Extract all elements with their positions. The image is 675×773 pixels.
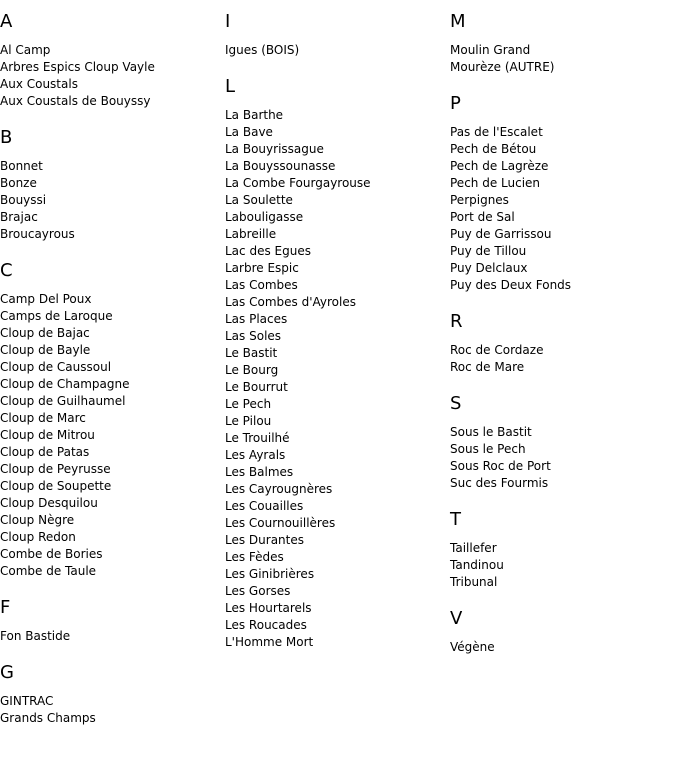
place-item[interactable]: Bouyssi — [0, 193, 47, 207]
place-item[interactable]: La Bouyrissague — [225, 142, 324, 156]
place-item[interactable]: Puy des Deux Fonds — [450, 278, 572, 292]
place-item[interactable]: Puy Delclaux — [450, 261, 528, 275]
letter-group — [450, 609, 670, 656]
place-item[interactable]: Igues (BOIS) — [225, 43, 300, 57]
place-item[interactable]: Végène — [450, 640, 495, 654]
place-item[interactable]: Labouligasse — [225, 210, 304, 224]
place-item[interactable]: Cloup de Bajac — [0, 326, 90, 340]
place-list — [0, 693, 220, 727]
place-item[interactable]: Cloup de Mitrou — [0, 428, 95, 442]
letter-heading: I — [225, 11, 231, 32]
place-item[interactable]: Camp Del Poux — [0, 292, 92, 306]
letter-group — [0, 261, 220, 580]
place-item[interactable]: Arbres Espics Cloup Vayle — [0, 60, 155, 74]
place-item[interactable]: Fon Bastide — [0, 629, 71, 643]
place-item[interactable]: Cloup de Marc — [0, 411, 86, 425]
place-item[interactable]: Perpignes — [450, 193, 509, 207]
place-item[interactable]: Cloup de Soupette — [0, 479, 112, 493]
place-item[interactable]: La Soulette — [225, 193, 293, 207]
place-item[interactable]: Les Ayrals — [225, 448, 286, 462]
column-2 — [225, 0, 445, 669]
place-item[interactable]: Le Pech — [225, 397, 272, 411]
place-list — [450, 42, 670, 76]
place-item[interactable]: Taillefer — [450, 541, 497, 555]
letter-heading: C — [0, 260, 13, 281]
place-item[interactable]: Roc de Mare — [450, 360, 525, 374]
place-list — [450, 424, 670, 492]
place-item[interactable]: Les Roucades — [225, 618, 307, 632]
place-item[interactable]: Broucayrous — [0, 227, 75, 241]
place-item[interactable]: Cloup de Caussoul — [0, 360, 112, 374]
place-list — [450, 124, 670, 294]
letter-group — [450, 12, 670, 76]
letter-heading: M — [450, 11, 466, 32]
letter-group — [0, 598, 220, 645]
place-item[interactable]: Les Balmes — [225, 465, 294, 479]
column-3 — [450, 0, 670, 674]
letter-group — [450, 312, 670, 376]
place-item[interactable]: Lac des Egues — [225, 244, 311, 258]
place-item[interactable]: Les Couailles — [225, 499, 304, 513]
place-item[interactable]: La Barthe — [225, 108, 284, 122]
place-item[interactable]: Les Cournouillères — [225, 516, 336, 530]
letter-heading: V — [450, 608, 463, 629]
place-item[interactable]: Moulin Grand — [450, 43, 531, 57]
place-item[interactable]: Cloup de Patas — [0, 445, 90, 459]
place-item[interactable]: Pech de Bétou — [450, 142, 537, 156]
letter-heading: B — [0, 127, 13, 148]
place-item[interactable]: Cloup de Peyrusse — [0, 462, 111, 476]
place-item[interactable]: Suc des Fourmis — [450, 476, 549, 490]
place-item[interactable]: Les Ginibrières — [225, 567, 315, 581]
letter-group — [450, 394, 670, 492]
place-item[interactable]: Grands Champs — [0, 711, 96, 725]
place-item[interactable]: Pas de l'Escalet — [450, 125, 543, 139]
place-item[interactable]: Cloup Nègre — [0, 513, 75, 527]
letter-heading: T — [450, 509, 461, 530]
place-item[interactable]: Sous Roc de Port — [450, 459, 551, 473]
place-item[interactable]: Les Hourtarels — [225, 601, 312, 615]
place-list — [0, 291, 220, 580]
place-list — [450, 540, 670, 591]
place-item[interactable]: Larbre Espic — [225, 261, 299, 275]
place-item[interactable]: Combe de Bories — [0, 547, 103, 561]
place-item[interactable]: Le Bastit — [225, 346, 278, 360]
letter-group — [225, 77, 445, 651]
place-item[interactable]: Pech de Lucien — [450, 176, 541, 190]
place-item[interactable]: Puy de Tillou — [450, 244, 527, 258]
column-1 — [0, 0, 220, 745]
place-list — [0, 42, 220, 110]
letter-group — [0, 663, 220, 727]
letter-group — [450, 510, 670, 591]
place-item[interactable]: Tribunal — [450, 575, 498, 589]
place-item[interactable]: Puy de Garrissou — [450, 227, 552, 241]
place-item[interactable]: Al Camp — [0, 43, 51, 57]
letter-heading: F — [0, 597, 11, 618]
place-item[interactable]: Las Combes — [225, 278, 298, 292]
place-list — [450, 342, 670, 376]
place-item[interactable]: Las Combes d'Ayroles — [225, 295, 356, 309]
place-item[interactable]: Le Pilou — [225, 414, 272, 428]
letter-heading: S — [450, 393, 462, 414]
letter-group — [0, 128, 220, 243]
place-item[interactable]: Port de Sal — [450, 210, 515, 224]
place-item[interactable]: Les Cayrougnères — [225, 482, 333, 496]
letter-heading: L — [225, 76, 236, 97]
place-item[interactable]: Labreille — [225, 227, 277, 241]
place-item[interactable]: Aux Coustals — [0, 77, 78, 91]
place-item[interactable]: Le Bourrut — [225, 380, 288, 394]
place-item[interactable]: Mourèze (AUTRE) — [450, 60, 555, 74]
place-item[interactable]: Les Gorses — [225, 584, 291, 598]
place-item[interactable]: Bonnet — [0, 159, 43, 173]
place-item[interactable]: La Combe Fourgayrouse — [225, 176, 371, 190]
letter-heading: A — [0, 11, 13, 32]
place-item[interactable]: Las Soles — [225, 329, 282, 343]
place-item[interactable]: Cloup Redon — [0, 530, 76, 544]
place-item[interactable]: Bonze — [0, 176, 37, 190]
place-list — [0, 158, 220, 243]
letter-group — [225, 12, 445, 59]
letter-heading: R — [450, 311, 463, 332]
place-item[interactable]: GINTRAC — [0, 694, 54, 708]
place-item[interactable]: La Bave — [225, 125, 273, 139]
place-item[interactable]: Les Durantes — [225, 533, 305, 547]
place-item[interactable]: Camps de Laroque — [0, 309, 113, 323]
place-list — [0, 628, 220, 645]
place-item[interactable]: Brajac — [0, 210, 38, 224]
place-list — [225, 107, 445, 651]
place-list — [225, 42, 445, 59]
place-item[interactable]: Pech de Lagrèze — [450, 159, 549, 173]
letter-heading: G — [0, 662, 14, 683]
place-item[interactable]: Combe de Taule — [0, 564, 97, 578]
place-item[interactable]: Le Trouilhé — [225, 431, 290, 445]
place-item[interactable]: Les Fèdes — [225, 550, 284, 564]
place-item[interactable]: Cloup Desquilou — [0, 496, 98, 510]
place-item[interactable]: L'Homme Mort — [225, 635, 314, 649]
place-item[interactable]: Las Places — [225, 312, 288, 326]
letter-group — [0, 12, 220, 110]
place-item[interactable]: Aux Coustals de Bouyssy — [0, 94, 151, 108]
place-item[interactable]: Tandinou — [450, 558, 504, 572]
letter-group — [450, 94, 670, 294]
place-item[interactable]: La Bouyssounasse — [225, 159, 336, 173]
place-item[interactable]: Cloup de Guilhaumel — [0, 394, 126, 408]
place-item[interactable]: Roc de Cordaze — [450, 343, 544, 357]
letter-heading: P — [450, 93, 461, 114]
place-item[interactable]: Sous le Bastit — [450, 425, 532, 439]
place-item[interactable]: Cloup de Champagne — [0, 377, 130, 391]
place-item[interactable]: Cloup de Bayle — [0, 343, 91, 357]
place-item[interactable]: Le Bourg — [225, 363, 279, 377]
place-list — [450, 639, 670, 656]
place-item[interactable]: Sous le Pech — [450, 442, 526, 456]
